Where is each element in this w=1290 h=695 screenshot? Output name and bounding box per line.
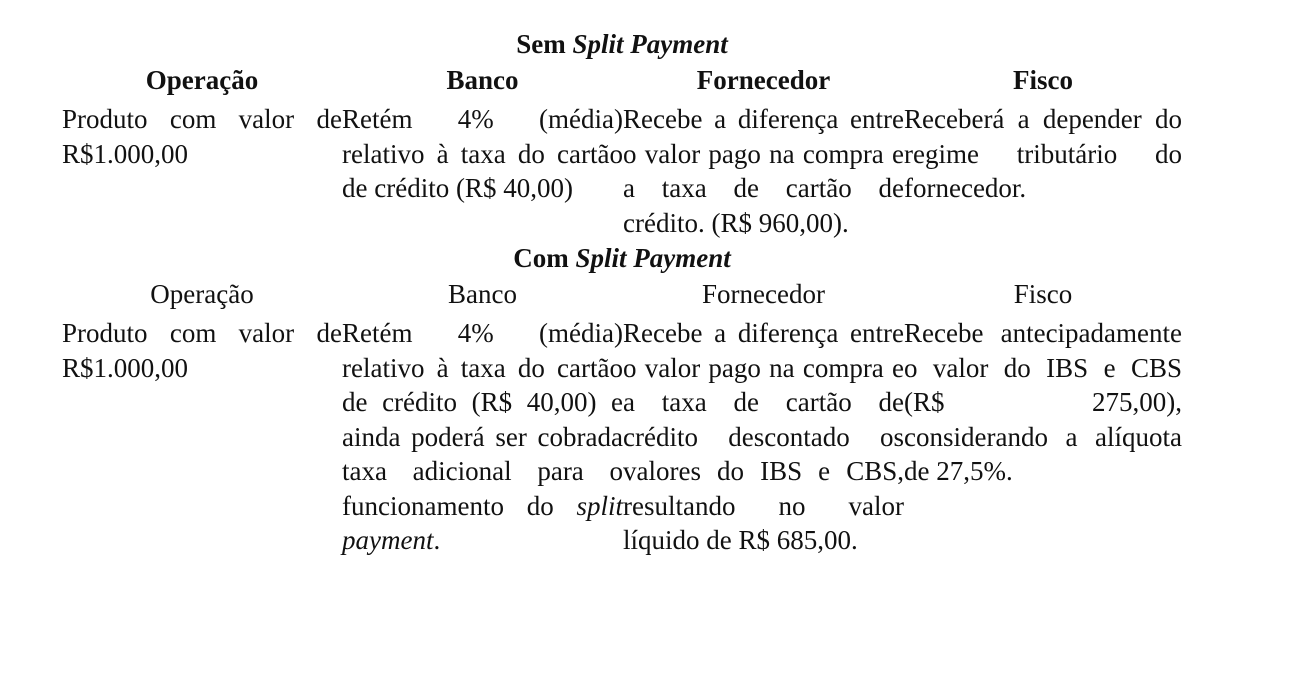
cell-operacao: Produto com valor de R$1.000,00 bbox=[62, 318, 342, 383]
cell-banco-text: Retém 4% (média) relativo à taxa do cartão de crédito (R$ 40,00) e ainda poderá ser cobrada taxa adicional para o funcionamento do bbox=[342, 318, 623, 521]
document-page bbox=[62, 26, 1186, 558]
header-fornecedor: Fornecedor bbox=[702, 279, 825, 309]
header-fisco: Fisco bbox=[1013, 279, 1073, 309]
cell-banco: Retém 4% (média) relativo à taxa do cartão de crédito (R$ 40,00) bbox=[342, 104, 623, 203]
header-fisco: Fisco bbox=[1013, 65, 1073, 95]
section-title-prefix: Sem bbox=[516, 29, 573, 59]
cell-banco-emphasis: split payment bbox=[342, 490, 623, 555]
section-title-com-split-payment bbox=[62, 240, 1182, 276]
section-title-prefix: Com bbox=[513, 243, 576, 273]
cell-fisco: Receberá a depender do regime tributário do fornecedor. bbox=[904, 104, 1182, 203]
header-fornecedor: Fornecedor bbox=[696, 65, 831, 95]
section-title-sem-split-payment bbox=[62, 26, 1182, 62]
cell-banco bbox=[342, 316, 623, 558]
table-row bbox=[62, 316, 1182, 558]
table-sem-split-payment bbox=[62, 62, 1182, 240]
section-title-emphasis: Split Payment bbox=[575, 243, 731, 273]
table-row bbox=[62, 102, 1182, 240]
header-operacao: Operação bbox=[150, 279, 254, 309]
table-header-row bbox=[62, 276, 1182, 312]
cell-fisco: Recebe antecipadamente o valor do IBS e CBS (R$ 275,00), considerando a alíquota de 27,5%. bbox=[904, 318, 1182, 486]
cell-operacao: Produto com valor de R$1.000,00 bbox=[62, 104, 342, 169]
section-title-emphasis: Split Payment bbox=[572, 29, 728, 59]
header-banco: Banco bbox=[446, 65, 519, 95]
table-com-split-payment bbox=[62, 276, 1182, 558]
table-header-row bbox=[62, 62, 1182, 98]
header-operacao: Operação bbox=[145, 65, 259, 95]
cell-fornecedor: Recebe a diferença entre o valor pago na compra e a taxa de cartão de crédito descontado os valores do IBS e CBS, resultando no valor líquido de R$ 685,00. bbox=[623, 318, 904, 555]
cell-fornecedor: Recebe a diferença entre o valor pago na compra e a taxa de cartão de crédito. (R$ 960,00). bbox=[623, 104, 904, 238]
cell-banco-end: . bbox=[433, 525, 441, 555]
header-banco: Banco bbox=[448, 279, 517, 309]
